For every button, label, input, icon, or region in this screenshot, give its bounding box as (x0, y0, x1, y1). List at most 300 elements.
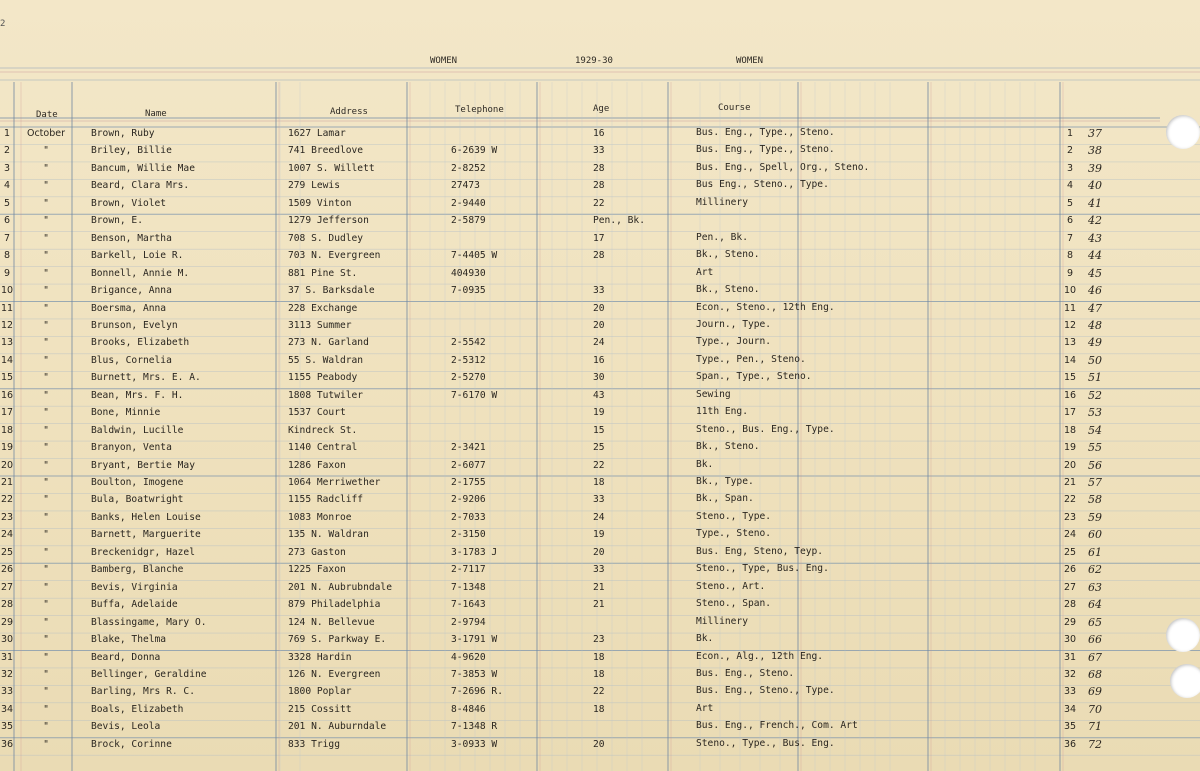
row-telephone: 2-5270 (451, 372, 486, 384)
row-handwritten-number: 40 (1088, 179, 1102, 193)
row-date: " (43, 529, 49, 541)
header-address: Address (330, 107, 368, 117)
row-number: 12 (0, 319, 14, 331)
row-name: Brown, Ruby (91, 128, 155, 139)
row-seq: 9 (1066, 267, 1074, 279)
title-left: WOMEN (430, 56, 458, 66)
row-date: " (43, 703, 49, 715)
row-name: Beard, Clara Mrs. (91, 180, 190, 192)
row-handwritten-number: 38 (1088, 144, 1102, 158)
row-address: 135 N. Waldran (288, 529, 369, 541)
row-name: Brown, E. (91, 215, 143, 227)
row-date: " (43, 267, 49, 279)
row-seq: 33 (1063, 686, 1077, 698)
row-age: 28 (593, 180, 605, 192)
row-course: Journ., Type. (696, 318, 772, 330)
row-age: 24 (593, 511, 605, 523)
row-course: Type., Journ. (696, 336, 772, 348)
row-date: " (43, 616, 49, 628)
row-course: Steno., Span. (696, 598, 772, 610)
row-handwritten-number: 46 (1088, 284, 1102, 298)
row-seq: 35 (1063, 721, 1077, 733)
row-name: Brown, Violet (91, 197, 167, 209)
row-date: October (26, 128, 66, 139)
row-seq: 19 (1063, 442, 1077, 454)
row-name: Brigance, Anna (91, 285, 172, 297)
row-telephone: 7-1348 (451, 581, 486, 593)
row-address: 1808 Tutwiler (288, 389, 364, 401)
row-address: Kindreck St. (288, 424, 358, 436)
row-handwritten-number: 42 (1088, 214, 1102, 228)
row-date: " (43, 686, 49, 698)
row-telephone: 2-9794 (451, 616, 486, 628)
row-address: 1083 Monroe (288, 511, 352, 523)
row-name: Blake, Thelma (91, 634, 167, 646)
row-name: Buffa, Adelaide (91, 599, 178, 611)
row-number: 13 (0, 337, 14, 349)
row-date: " (43, 250, 49, 262)
row-date: " (43, 407, 49, 419)
row-seq: 20 (1063, 459, 1077, 471)
row-date: " (43, 721, 49, 733)
row-number: 17 (0, 407, 14, 419)
row-course: Sewing (696, 388, 731, 400)
row-seq: 25 (1063, 546, 1077, 558)
row-name: Barling, Mrs R. C. (91, 686, 195, 698)
row-name: Branyon, Venta (91, 442, 172, 454)
row-number: 5 (3, 197, 11, 209)
row-seq: 29 (1063, 616, 1077, 628)
row-telephone: 7-6170 W (451, 389, 498, 401)
row-telephone: 2-6077 (451, 459, 486, 471)
row-handwritten-number: 50 (1088, 353, 1102, 367)
row-seq: 11 (1063, 302, 1077, 314)
row-handwritten-number: 67 (1088, 650, 1102, 664)
row-age: 18 (593, 651, 605, 663)
row-course: Type., Pen., Steno. (696, 353, 806, 365)
title-right: WOMEN (736, 56, 764, 66)
row-address: 1800 Poplar (288, 686, 352, 698)
row-course: Span., Type., Steno. (696, 371, 812, 383)
row-seq: 13 (1063, 337, 1077, 349)
row-seq: 31 (1063, 651, 1077, 663)
row-name: Breckenidgr, Hazel (91, 546, 195, 558)
row-age: 18 (593, 477, 605, 488)
row-date: " (43, 389, 49, 401)
row-handwritten-number: 49 (1088, 336, 1102, 350)
row-address: 1279 Jefferson (288, 215, 369, 227)
row-date: " (43, 319, 49, 331)
row-date: " (43, 372, 49, 384)
row-course: Econ., Steno., 12th Eng. (696, 301, 835, 313)
row-address: 833 Trigg (288, 738, 340, 750)
row-number: 8 (3, 250, 11, 262)
row-number: 28 (0, 599, 14, 611)
row-course: Millinery (696, 196, 748, 208)
row-course: Millinery (696, 615, 748, 627)
row-course: Bk., Steno. (696, 249, 760, 261)
row-date: " (43, 668, 49, 680)
row-date: " (43, 232, 49, 244)
row-age: 19 (593, 529, 605, 541)
row-course: Bus. Eng., French., Com. Art (696, 720, 858, 732)
row-name: Brooks, Elizabeth (91, 337, 190, 349)
row-date: " (43, 180, 49, 192)
row-seq: 4 (1066, 180, 1074, 192)
row-course: Bus. Eng., Type., Steno. (696, 144, 835, 156)
row-date: " (43, 145, 49, 157)
row-address: 1064 Merriwether (288, 477, 381, 488)
row-date: " (43, 424, 49, 436)
row-name: Brunson, Evelyn (91, 319, 178, 331)
row-seq: 6 (1066, 215, 1074, 227)
row-handwritten-number: 64 (1088, 598, 1102, 612)
row-name: Briley, Billie (91, 145, 172, 157)
row-address: 201 N. Aubrubndale (288, 581, 392, 593)
row-number: 6 (3, 215, 11, 227)
row-telephone: 7-0935 (451, 285, 486, 297)
row-number: 9 (3, 267, 11, 279)
row-telephone: 7-3853 W (451, 668, 498, 680)
row-age: 20 (593, 302, 605, 314)
row-seq: 15 (1063, 372, 1077, 384)
row-course: Bus. Eng., Steno. (696, 667, 795, 679)
row-number: 23 (0, 511, 14, 523)
row-date: " (43, 459, 49, 471)
row-course: Steno., Type, Bus. Eng. (696, 563, 829, 575)
row-name: Beard, Donna (91, 651, 161, 663)
row-telephone: 7-1348 R (451, 721, 498, 733)
row-address: 126 N. Evergreen (288, 668, 381, 680)
row-seq: 10 (1063, 285, 1077, 297)
row-address: 124 N. Bellevue (288, 616, 375, 628)
row-age: 33 (593, 564, 605, 576)
row-number: 11 (0, 302, 14, 314)
row-date: " (43, 442, 49, 454)
row-telephone: 3-0933 W (451, 738, 498, 750)
row-telephone: 2-3150 (451, 529, 486, 541)
row-name: Bonnell, Annie M. (91, 267, 190, 279)
row-course: Steno., Type. (696, 510, 772, 522)
row-telephone: 2-1755 (451, 477, 486, 488)
row-date: " (43, 354, 49, 366)
row-address: 879 Philadelphia (288, 599, 381, 611)
row-number: 21 (0, 477, 14, 488)
row-seq: 8 (1066, 250, 1074, 262)
row-address: 1627 Lamar (288, 128, 346, 139)
row-address: 1509 Vinton (288, 197, 352, 209)
row-number: 35 (0, 721, 14, 733)
row-address: 881 Pine St. (288, 267, 358, 279)
row-seq: 2 (1066, 145, 1074, 157)
row-seq: 23 (1063, 511, 1077, 523)
row-address: 37 S. Barksdale (288, 285, 375, 297)
row-address: 769 S. Parkway E. (288, 634, 387, 646)
row-handwritten-number: 68 (1088, 667, 1102, 681)
header-date: Date (36, 110, 58, 120)
title-year: 1929-30 (575, 56, 613, 66)
row-date: " (43, 599, 49, 611)
row-address: 1225 Faxon (288, 564, 346, 576)
row-address: 708 S. Dudley (288, 232, 364, 244)
row-seq: 17 (1063, 407, 1077, 419)
row-seq: 7 (1066, 232, 1074, 244)
row-handwritten-number: 55 (1088, 441, 1102, 455)
row-name: Boulton, Imogene (91, 477, 184, 488)
row-date: " (43, 651, 49, 663)
row-address: 273 N. Garland (288, 337, 369, 349)
row-address: 279 Lewis (288, 180, 340, 192)
row-name: Bula, Boatwright (91, 494, 184, 506)
row-handwritten-number: 56 (1088, 458, 1102, 472)
row-age: 16 (593, 128, 605, 139)
header-course: Course (718, 103, 751, 113)
row-age: 24 (593, 337, 605, 349)
row-number: 22 (0, 494, 14, 506)
row-number: 36 (0, 738, 14, 750)
row-handwritten-number: 58 (1088, 493, 1102, 507)
row-name: Bancum, Willie Mae (91, 162, 195, 174)
row-course: Bk., Type. (696, 476, 754, 487)
row-seq: 12 (1063, 319, 1077, 331)
row-telephone: 27473 (451, 180, 480, 192)
row-handwritten-number: 48 (1088, 318, 1102, 332)
row-course: Steno., Art. (696, 580, 766, 592)
row-address: 741 Breedlove (288, 145, 364, 157)
row-telephone: 2-8252 (451, 162, 486, 174)
row-date: " (43, 215, 49, 227)
row-telephone: 2-7117 (451, 564, 486, 576)
row-course: Art (696, 702, 714, 714)
row-age: 18 (593, 668, 605, 680)
row-number: 18 (0, 424, 14, 436)
row-seq: 18 (1063, 424, 1077, 436)
row-age: 33 (593, 145, 605, 157)
row-address: 703 N. Evergreen (288, 250, 381, 262)
row-course: Bus. Eng., Spell, Org., Steno. (696, 161, 870, 173)
row-seq: 34 (1063, 703, 1077, 715)
row-telephone: 7-1643 (451, 599, 486, 611)
margin-mark: 2 (0, 19, 6, 29)
row-seq: 21 (1063, 477, 1077, 488)
row-address: 55 S. Waldran (288, 354, 364, 366)
row-handwritten-number: 51 (1088, 371, 1102, 385)
row-age: 16 (593, 354, 605, 366)
row-address: 228 Exchange (288, 302, 358, 314)
row-name: Blassingame, Mary O. (91, 616, 207, 628)
row-course: Bus. Eng, Steno, Teyp. (696, 545, 824, 557)
row-name: Burnett, Mrs. E. A. (91, 372, 201, 384)
row-telephone: 8-4846 (451, 703, 486, 715)
row-age: 15 (593, 424, 605, 436)
row-date: " (43, 285, 49, 297)
row-handwritten-number: 37 (1088, 127, 1102, 140)
row-age: 23 (593, 634, 605, 646)
row-age: 25 (593, 442, 605, 454)
row-name: Bamberg, Blanche (91, 564, 184, 576)
row-number: 4 (3, 180, 11, 192)
row-age: 20 (593, 319, 605, 331)
row-handwritten-number: 66 (1088, 633, 1102, 647)
row-telephone: 7-4405 W (451, 250, 498, 262)
row-date: " (43, 197, 49, 209)
row-seq: 28 (1063, 599, 1077, 611)
row-handwritten-number: 44 (1088, 249, 1102, 263)
row-number: 7 (3, 232, 11, 244)
row-date: " (43, 581, 49, 593)
row-handwritten-number: 72 (1088, 737, 1102, 751)
row-address: 1537 Court (288, 407, 346, 419)
row-handwritten-number: 54 (1088, 423, 1102, 437)
row-date: " (43, 546, 49, 558)
row-handwritten-number: 39 (1088, 161, 1102, 175)
row-seq: 36 (1063, 738, 1077, 750)
row-name: Boersma, Anna (91, 302, 167, 314)
row-name: Barkell, Loie R. (91, 250, 184, 262)
row-seq: 32 (1063, 668, 1077, 680)
punch-hole (1166, 115, 1200, 149)
row-age: 28 (593, 162, 605, 174)
row-address: 215 Cossitt (288, 703, 352, 715)
row-seq: 16 (1063, 389, 1077, 401)
row-telephone: 2-7033 (451, 511, 486, 523)
row-telephone: 2-3421 (451, 442, 486, 454)
row-handwritten-number: 47 (1088, 301, 1102, 315)
row-telephone: 404930 (451, 267, 486, 279)
row-name: Bevis, Leola (91, 721, 161, 733)
row-handwritten-number: 63 (1088, 580, 1102, 594)
row-telephone: 2-5879 (451, 215, 486, 227)
row-telephone: 6-2639 W (451, 145, 498, 157)
row-age: Pen., Bk. (593, 215, 645, 227)
row-number: 32 (0, 668, 14, 680)
row-date: " (43, 511, 49, 523)
row-age: 28 (593, 250, 605, 262)
row-seq: 27 (1063, 581, 1077, 593)
row-age: 20 (593, 738, 605, 750)
row-handwritten-number: 41 (1088, 196, 1102, 210)
row-telephone: 4-9620 (451, 651, 486, 663)
row-age: 19 (593, 407, 605, 419)
row-age: 33 (593, 494, 605, 506)
row-handwritten-number: 59 (1088, 510, 1102, 524)
row-age: 22 (593, 686, 605, 698)
row-name: Benson, Martha (91, 232, 172, 244)
row-name: Bellinger, Geraldine (91, 668, 207, 680)
row-number: 10 (0, 285, 14, 297)
row-course: Bk., Steno. (696, 441, 760, 453)
row-course: Steno., Type., Bus. Eng. (696, 737, 835, 749)
row-name: Boals, Elizabeth (91, 703, 184, 715)
row-course: Art (696, 266, 714, 278)
row-age: 21 (593, 599, 605, 611)
row-course: Bus. Eng., Steno., Type. (696, 685, 835, 697)
row-seq: 5 (1066, 197, 1074, 209)
row-number: 1 (3, 128, 11, 139)
row-address: 1140 Central (288, 442, 358, 454)
row-number: 33 (0, 686, 14, 698)
row-course: Econ., Alg., 12th Eng. (696, 650, 824, 662)
row-handwritten-number: 62 (1088, 563, 1102, 577)
row-number: 25 (0, 546, 14, 558)
row-seq: 1 (1066, 128, 1074, 139)
row-handwritten-number: 61 (1088, 545, 1102, 559)
row-course: Bk., Steno. (696, 284, 760, 296)
row-number: 30 (0, 634, 14, 646)
row-handwritten-number: 69 (1088, 685, 1102, 699)
row-name: Bevis, Virginia (91, 581, 178, 593)
row-date: " (43, 494, 49, 506)
row-date: " (43, 302, 49, 314)
row-address: 3328 Hardin (288, 651, 352, 663)
row-number: 20 (0, 459, 14, 471)
row-handwritten-number: 60 (1088, 528, 1102, 542)
row-course: Bk., Span. (696, 493, 754, 505)
row-address: 1155 Peabody (288, 372, 358, 384)
row-date: " (43, 162, 49, 174)
row-handwritten-number: 45 (1088, 266, 1102, 280)
row-address: 1007 S. Willett (288, 162, 375, 174)
header-telephone: Telephone (455, 105, 504, 115)
row-telephone: 3-1791 W (451, 634, 498, 646)
punch-hole (1166, 618, 1200, 652)
row-number: 34 (0, 703, 14, 715)
row-date: " (43, 738, 49, 750)
row-name: Brock, Corinne (91, 738, 172, 750)
row-date: " (43, 564, 49, 576)
row-number: 16 (0, 389, 14, 401)
row-course: Bk. (696, 633, 714, 645)
row-number: 27 (0, 581, 14, 593)
row-course: 11th Eng. (696, 406, 748, 418)
row-number: 19 (0, 442, 14, 454)
row-address: 1155 Radcliff (288, 494, 364, 506)
row-date: " (43, 634, 49, 646)
row-telephone: 2-9440 (451, 197, 486, 209)
row-number: 2 (3, 145, 11, 157)
row-seq: 22 (1063, 494, 1077, 506)
row-telephone: 7-2696 R. (451, 686, 503, 698)
row-seq: 3 (1066, 162, 1074, 174)
row-age: 21 (593, 581, 605, 593)
row-telephone: 2-5312 (451, 354, 486, 366)
row-handwritten-number: 57 (1088, 476, 1102, 489)
row-handwritten-number: 43 (1088, 231, 1102, 245)
row-handwritten-number: 65 (1088, 615, 1102, 629)
row-telephone: 3-1783 J (451, 546, 498, 558)
row-age: 18 (593, 703, 605, 715)
row-handwritten-number: 70 (1088, 702, 1102, 716)
row-number: 29 (0, 616, 14, 628)
row-name: Bryant, Bertie May (91, 459, 195, 471)
row-course: Pen., Bk. (696, 231, 748, 243)
row-name: Bone, Minnie (91, 407, 161, 419)
row-course: Type., Steno. (696, 528, 772, 540)
row-name: Bean, Mrs. F. H. (91, 389, 184, 401)
row-handwritten-number: 53 (1088, 406, 1102, 420)
row-number: 14 (0, 354, 14, 366)
row-course: Bus. Eng., Type., Steno. (696, 127, 835, 138)
row-course: Bk. (696, 458, 714, 470)
row-date: " (43, 477, 49, 488)
row-name: Banks, Helen Louise (91, 511, 201, 523)
row-address: 273 Gaston (288, 546, 346, 558)
row-name: Baldwin, Lucille (91, 424, 184, 436)
row-address: 201 N. Auburndale (288, 721, 387, 733)
row-telephone: 2-9206 (451, 494, 486, 506)
row-number: 31 (0, 651, 14, 663)
row-age: 17 (593, 232, 605, 244)
